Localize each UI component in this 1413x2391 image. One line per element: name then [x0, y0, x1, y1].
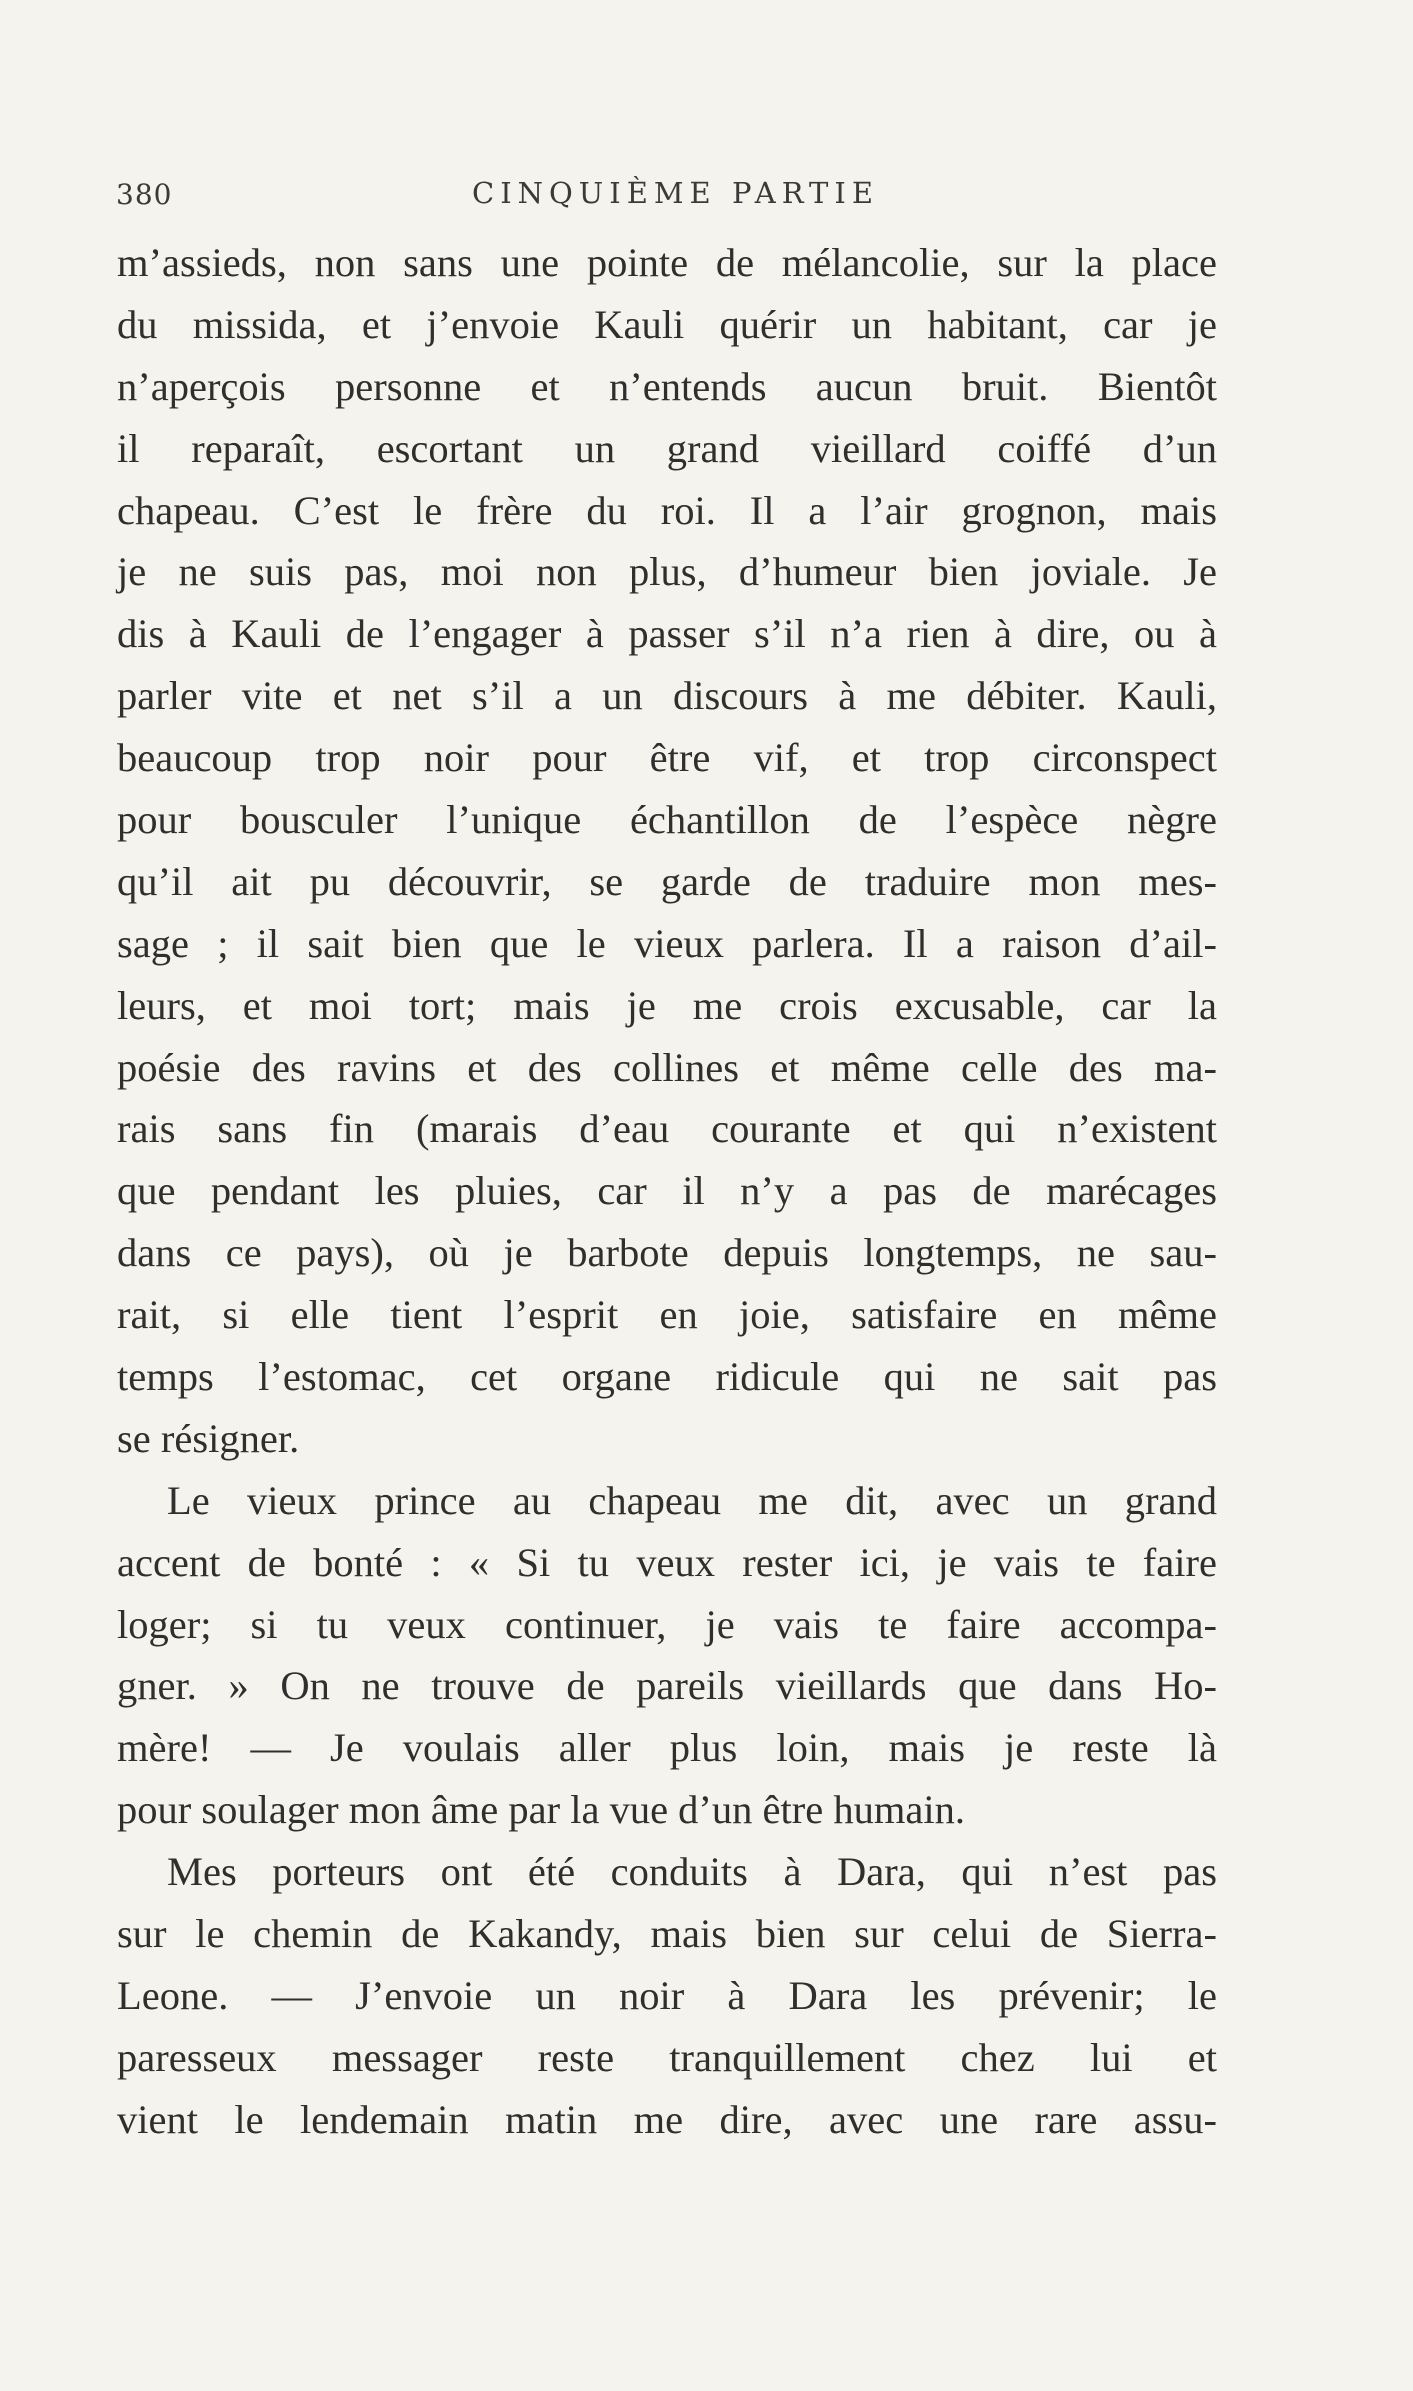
page-number: 380 — [116, 178, 173, 211]
paragraph-start-line: Mes porteurs ont été conduits à Dara, qui n’est pas — [167, 1849, 1217, 1895]
text-line: sage ; il sait bien que le vieux parlera. Il a raison d’ail- — [117, 920, 1217, 966]
section-title: CINQUIÈME PARTIE — [472, 176, 880, 210]
text-line: qu’il ait pu découvrir, se garde de traduire mon mes- — [117, 858, 1217, 904]
text-line: rait, si elle tient l’esprit en joie, satisfaire en même — [117, 1292, 1217, 1338]
text-line: leurs, et moi tort; mais je me crois excusable, car la — [117, 982, 1217, 1028]
running-head — [116, 170, 1216, 220]
text-line: m’assieds, non sans une pointe de mélancolie, sur la place — [117, 240, 1217, 285]
text-line: mère! — Je voulais aller plus loin, mais je reste là — [117, 1725, 1217, 1771]
text-line: loger; si tu veux continuer, je vais te faire accompa- — [117, 1601, 1217, 1647]
text-line: du missida, et j’envoie Kauli quérir un habitant, car je — [117, 301, 1217, 347]
text-line: temps l’estomac, cet organe ridicule qui ne sait pas — [117, 1354, 1217, 1400]
text-line: parler vite et net s’il a un discours à me débiter. Kauli, — [117, 673, 1217, 719]
text-line: sur le chemin de Kakandy, mais bien sur celui de Sierra- — [117, 1911, 1217, 1957]
text-line: accent de bonté : « Si tu veux rester ici, je vais te faire — [117, 1539, 1217, 1585]
text-line: gner. » On ne trouve de pareils vieillards que dans Ho- — [117, 1663, 1217, 1709]
text-line: pour bousculer l’unique échantillon de l’espèce nègre — [117, 797, 1217, 843]
text-line: Leone. — J’envoie un noir à Dara les prévenir; le — [117, 1972, 1217, 2018]
text-line: je ne suis pas, moi non plus, d’humeur bien joviale. Je — [117, 549, 1217, 595]
body-text — [117, 232, 1217, 2151]
text-line: dis à Kauli de l’engager à passer s’il n’a rien à dire, ou à — [117, 611, 1217, 657]
text-line: il reparaît, escortant un grand vieillard coiffé d’un — [117, 425, 1217, 471]
text-line: paresseux messager reste tranquillement chez lui et — [117, 2034, 1217, 2080]
text-line: que pendant les pluies, car il n’y a pas de marécages — [117, 1168, 1217, 1214]
paragraph-end-line: pour soulager mon âme par la vue d’un être humain. — [117, 1787, 965, 1833]
paragraph-start-line: Le vieux prince au chapeau me dit, avec un grand — [167, 1477, 1217, 1523]
text-line: vient le lendemain matin me dire, avec une rare assu- — [117, 2096, 1217, 2142]
text-line: poésie des ravins et des collines et même celle des ma- — [117, 1044, 1217, 1090]
text-line: dans ce pays), où je barbote depuis longtemps, ne sau- — [117, 1230, 1217, 1276]
text-line: n’aperçois personne et n’entends aucun bruit. Bientôt — [117, 363, 1217, 409]
text-line: beaucoup trop noir pour être vif, et trop circonspect — [117, 735, 1217, 781]
text-line: chapeau. C’est le frère du roi. Il a l’air grognon, mais — [117, 487, 1217, 533]
text-line: rais sans fin (marais d’eau courante et qui n’existent — [117, 1106, 1217, 1152]
paragraph-end-line: se résigner. — [117, 1415, 300, 1461]
